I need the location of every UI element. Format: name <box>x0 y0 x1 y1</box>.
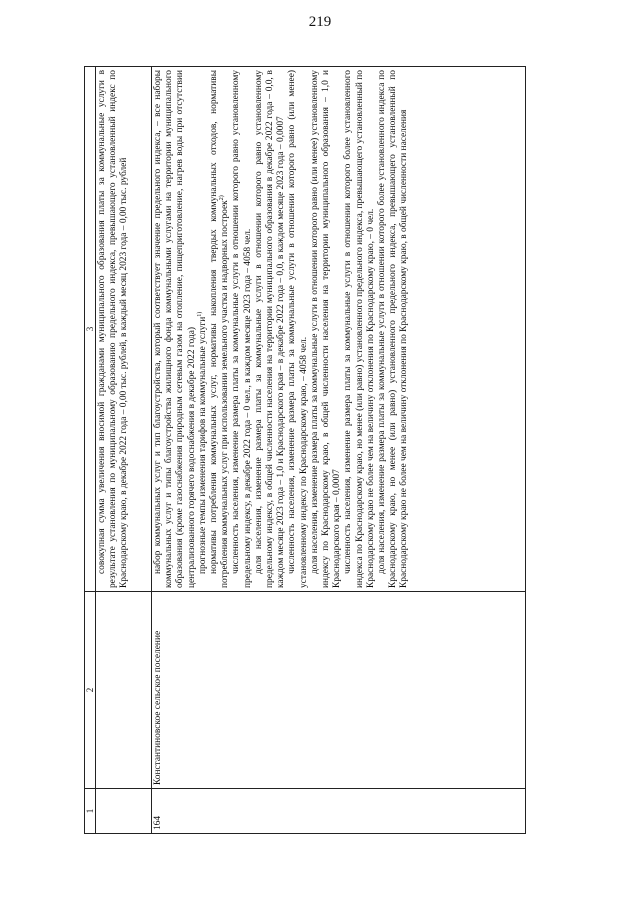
footnote-mark-2: 2) <box>219 195 226 201</box>
continued-paragraph: совокупная сумма увеличения вносимой гражданами муниципального образования платы за коммунальные услуги в результате установления по муниципальному образованию предельного индекса, превышающего установленный индекс по Краснодарскому краю, в декабре 2022 года – 0,00 тыс. рублей, в каждый месяц 2023 года – 0,00 тыс. рублей <box>97 70 130 588</box>
header-col-2: 2 <box>85 592 96 789</box>
paragraph-7: доля населения, изменение размера платы за коммунальные услуги в отношении которого равно (или менее) установленному индексу по Краснодарскому краю, в общей численности населения на территории муниципального образования – 1,0 и Краснодарского края – 0,0007 <box>309 70 343 588</box>
footnote-mark-1: 1) <box>196 311 203 317</box>
page-number: 219 <box>308 14 332 30</box>
paragraph-3-text: нормативы потребления коммунальных услуг, нормативы накопления твердых коммунальных отходов, нормативы потребления коммунальных услуг при использовании земельного участка и надворных построек <box>209 70 231 588</box>
rotated-table-frame <box>84 66 526 834</box>
table-header-row <box>85 67 96 834</box>
paragraph-8: численность населения, изменение размера платы за коммунальные услуги в отношении которого более установленного индекса по Краснодарскому краю, но менее (или равно) установленного предельного индекса, превышающего установленный по Краснодарскому краю не более чем на величину отклонения по Краснодарскому краю, – 0 чел. <box>343 70 376 588</box>
table-row-continued <box>96 67 152 834</box>
header-col-1: 1 <box>85 789 96 834</box>
continued-row-number <box>96 789 152 834</box>
paragraph-3 <box>209 70 231 588</box>
row-details <box>152 67 526 592</box>
paragraph-6: численность населения, изменение размера платы за коммунальные услуги в отношении которого равно (или менее) установленному индексу по Краснодарскому краю, – 4058 чел. <box>287 70 309 588</box>
paragraph-2 <box>198 70 209 588</box>
table-row-164 <box>152 67 526 834</box>
settlement-name: Константиновское сельское поселение <box>152 592 526 789</box>
paragraph-2-text: прогнозные темпы изменения тарифов на коммунальные услуги <box>197 316 208 574</box>
paragraph-9: доля населения, изменение размера платы за коммунальные услуги в отношении которого более установленного индекса по Краснодарскому краю, но менее (или равно) установленного предельного индекса, превышающего установленный по Краснодарскому краю не более чем на величину отклонения по Краснодарскому краю, в общей численности населения <box>377 70 410 588</box>
rotated-table-content <box>84 66 526 834</box>
header-col-3: 3 <box>85 67 96 592</box>
tariff-table <box>84 66 526 834</box>
paragraph-4: численность населения, изменение размера платы за коммунальные услуги в отношении которого равно установленному предельному индексу, в декабре 2022 года – 0 чел., в каждом месяце 2023 года – 4058 чел. <box>231 70 253 588</box>
row-number: 164 <box>152 789 526 834</box>
continued-row-text <box>96 67 152 592</box>
paragraph-5: доля населения, изменение размера платы за коммунальные услуги в отношении которого равно установленному предельному индексу, в общей численности населения на территории муниципального образования в декабре 2022 года – 0,0, в каждом месяце 2023 года – 1,0 и Краснодарского края – в декабре 2022 года – 0,0, в каждом месяце 2023 года – 0,0007 <box>253 70 287 588</box>
paragraph-1: набор коммунальных услуг и тип благоустройства, который соответствует значение предельного индекса, – все наборы коммунальных услуг и типы благоустройства жилищного фонда коммунальными услугами на территории муниципального образования (кроме газоснабжения природным сетевым газом на отопление, пищеприготовление, нагрев воды при отсутствии централизованного горячего водоснабжения в декабре 2022 года) <box>153 70 197 588</box>
continued-row-name <box>96 592 152 789</box>
